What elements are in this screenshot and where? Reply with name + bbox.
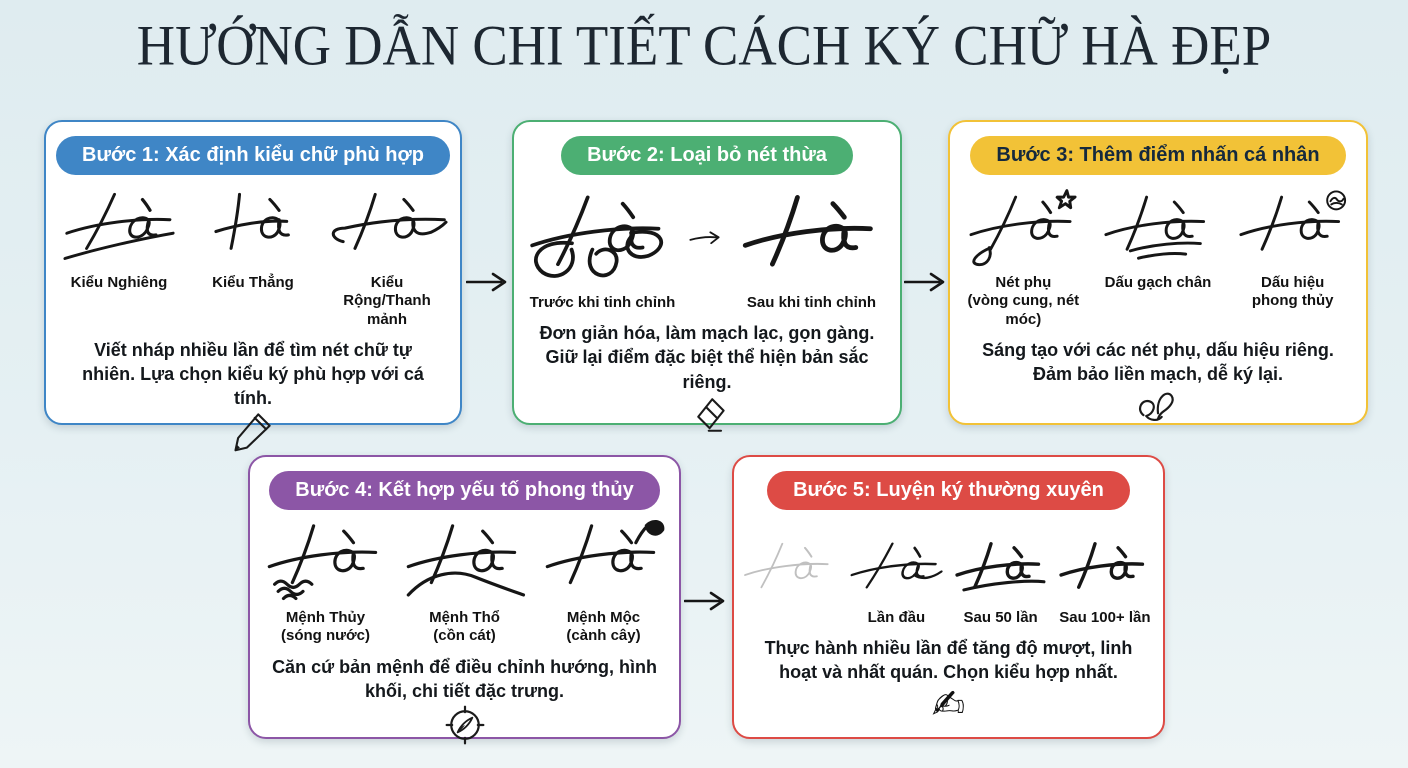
signature-label: Kiểu Rộng/Thanh mảnh [343, 274, 431, 328]
step-3-header: Bước 3: Thêm điểm nhấn cá nhân [970, 136, 1345, 175]
signature-confident [1057, 537, 1152, 602]
signature-example [951, 518, 1051, 627]
step-4-examples [258, 518, 671, 646]
step-3-examples [958, 183, 1358, 329]
step-5-card [732, 455, 1165, 739]
compass-icon [443, 703, 487, 747]
signature-label: Kiểu Nghiêng [70, 274, 168, 291]
eraser-icon [686, 394, 728, 436]
step-3-description: Sáng tạo với các nét phụ, dấu hiệu riêng. Đảm bảo liền mạch, dễ ký lại. [982, 339, 1334, 384]
signature-example [1227, 183, 1358, 311]
signature-example [742, 518, 842, 602]
flow-arrow-icon [466, 270, 512, 294]
signature-example [322, 183, 452, 329]
signature-slanted-underline [60, 186, 178, 267]
step-4-header: Bước 4: Kết hợp yếu tố phong thủy [269, 471, 659, 510]
step-2-examples [522, 183, 892, 312]
writing-hand-icon: ✍ [931, 681, 966, 728]
signature-label: Dấu hiệu phong thủy [1251, 274, 1334, 310]
step-4-card [248, 455, 681, 739]
step-3-card [948, 120, 1368, 425]
step-1-card [44, 120, 462, 425]
signature-leaf [542, 517, 666, 602]
step-2-card [512, 120, 902, 425]
step-5-header: Bước 5: Luyện ký thường xuyên [767, 471, 1130, 510]
signature-label: Mệnh Mộc (cành cây) [566, 609, 641, 645]
signature-clean [739, 187, 885, 287]
signature-label: Nét phụ (vòng cung, nét móc) [967, 274, 1080, 328]
signature-example [536, 518, 671, 646]
signature-label: Mệnh Thổ (cồn cát) [429, 609, 500, 645]
signature-example [54, 183, 184, 292]
signature-label: Sau 50 lần [963, 609, 1038, 626]
signature-double-underline [1101, 189, 1215, 267]
step-1-header: Bước 1: Xác định kiểu chữ phù hợp [56, 136, 450, 175]
signature-star-flourish [966, 189, 1080, 267]
signature-label: Lần đầu [867, 609, 926, 626]
signature-loopy [530, 187, 676, 287]
pencil-icon [232, 410, 274, 452]
signature-example [731, 183, 892, 312]
signature-label: Sau khi tinh chỉnh [746, 294, 877, 311]
signature-example [1055, 518, 1155, 627]
step-2-header: Bước 2: Loại bỏ nét thừa [561, 136, 853, 175]
signature-example [522, 183, 683, 312]
step-5-description: Thực hành nhiều lần để tăng độ mượt, linh hoạt và nhất quán. Chọn kiểu hợp nhất. [764, 638, 1133, 683]
signature-wide-swash [328, 186, 446, 267]
signature-example [1093, 183, 1224, 292]
signature-sand-dune [403, 517, 527, 602]
signature-label: Trước khi tinh chỉnh [529, 294, 676, 311]
page-title: HƯỚNG DẪN CHI TIẾT CÁCH KÝ CHỮ HÀ ĐẸP [136, 14, 1272, 78]
step-5-examples [742, 518, 1155, 627]
signature-example [846, 518, 946, 627]
signature-example [958, 183, 1089, 329]
signature-faint [745, 537, 840, 602]
flow-arrow-icon [684, 589, 730, 613]
signature-underlined [953, 537, 1048, 602]
flourish-pen-icon [1136, 386, 1180, 426]
signature-example [188, 183, 318, 292]
signature-wave-badge [1236, 189, 1350, 267]
signature-label: Dấu gạch chân [1104, 274, 1212, 291]
flow-arrow-icon [904, 270, 950, 294]
step-1-examples [54, 183, 452, 329]
signature-label: Sau 100+ lần [1059, 609, 1151, 626]
signature-upright [194, 186, 312, 267]
step-1-description: Viết nháp nhiều lần để tìm nét chữ tự nhiên. Lựa chọn kiểu ký phù hợp với cá tính. [82, 339, 424, 409]
step-2-description: Đơn giản hóa, làm mạch lạc, gọn gàng. Giữ lại điểm đặc biệt thể hiện bản sắc riêng. [539, 323, 875, 392]
signature-example [258, 518, 393, 646]
signature-label: Mệnh Thủy (sóng nước) [280, 609, 371, 645]
signature-label: Kiểu Thẳng [212, 274, 294, 291]
step-4-description: Căn cứ bản mệnh để điều chỉnh hướng, hình khối, chi tiết đặc trưng. [272, 656, 657, 701]
signature-example [397, 518, 532, 646]
signature-wobbly [849, 537, 944, 602]
signature-water-waves [264, 517, 388, 602]
before-after-arrow-icon [687, 229, 727, 254]
